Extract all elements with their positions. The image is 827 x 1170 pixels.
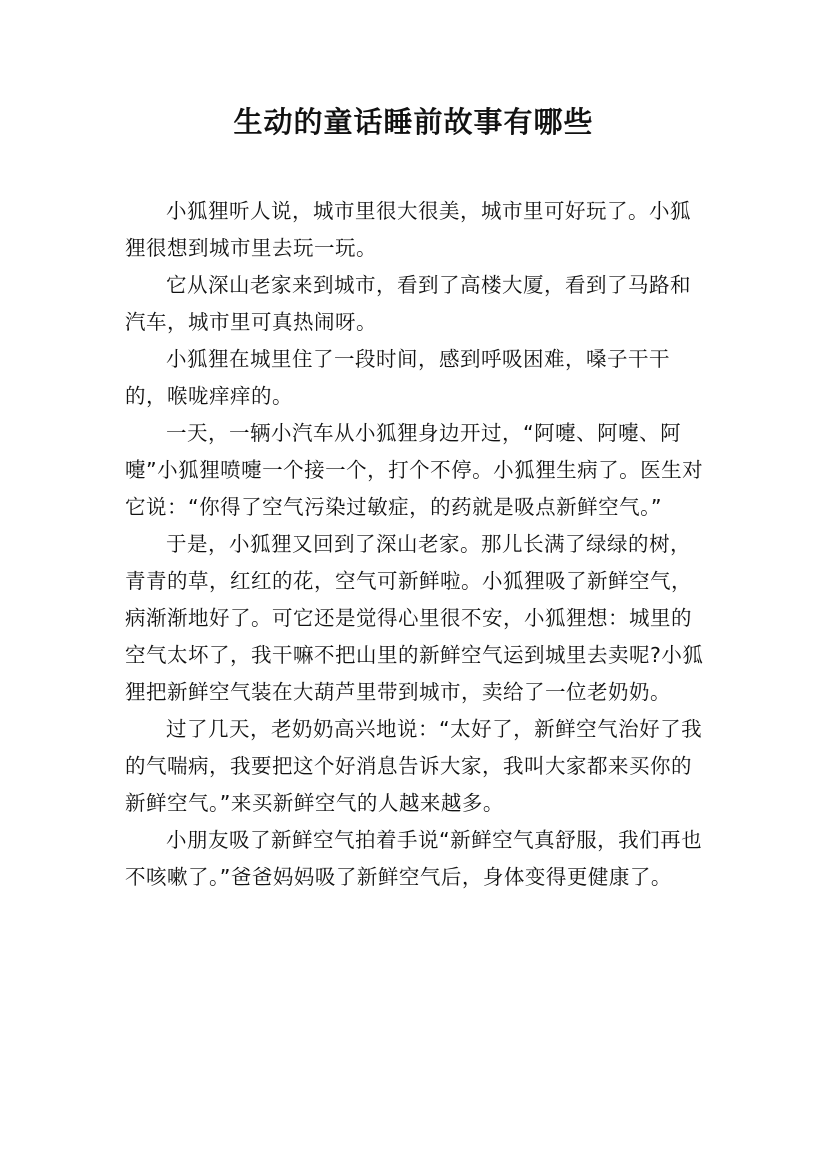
story-paragraph: 它从深山老家来到城市，看到了高楼大厦，看到了马路和汽车，城市里可真热闹呀。 — [125, 273, 691, 334]
story-body — [125, 193, 705, 896]
story-paragraph: 小狐狸在城里住了一段时间，感到呼吸困难，嗓子干干的，喉咙痒痒的。 — [125, 347, 670, 408]
document-title: 生动的童话睡前故事有哪些 — [233, 105, 594, 139]
story-paragraph: 过了几天，老奶奶高兴地说：“太好了，新鲜空气治好了我的气喘病，我要把这个好消息告诉大家，我叫大家都来买你的新鲜空气。”来买新鲜空气的人越来越多。 — [125, 717, 703, 815]
story-paragraph: 小狐狸听人说，城市里很大很美，城市里可好玩了。小狐狸很想到城市里去玩一玩。 — [125, 199, 691, 260]
story-paragraph: 于是，小狐狸又回到了深山老家。那儿长满了绿绿的树，青青的草，红红的花，空气可新鲜啦。小狐狸吸了新鲜空气，病渐渐地好了。可它还是觉得心里很不安，小狐狸想：城里的空气太坏了，我干嘛不把山里的新鲜空气运到城里去卖呢?小狐狸把新鲜空气装在大葫芦里带到城市，卖给了一位老奶奶。 — [125, 532, 704, 704]
story-paragraph: 一天，一辆小汽车从小狐狸身边开过，“阿嚏、阿嚏、阿嚏”小狐狸喷嚏一个接一个，打个不停。小狐狸生病了。医生对它说：“你得了空气污染过敏症，的药就是吸点新鲜空气。” — [125, 421, 704, 519]
story-paragraph: 小朋友吸了新鲜空气拍着手说“新鲜空气真舒服，我们再也不咳嗽了。”爸爸妈妈吸了新鲜空气后，身体变得更健康了。 — [125, 828, 703, 889]
